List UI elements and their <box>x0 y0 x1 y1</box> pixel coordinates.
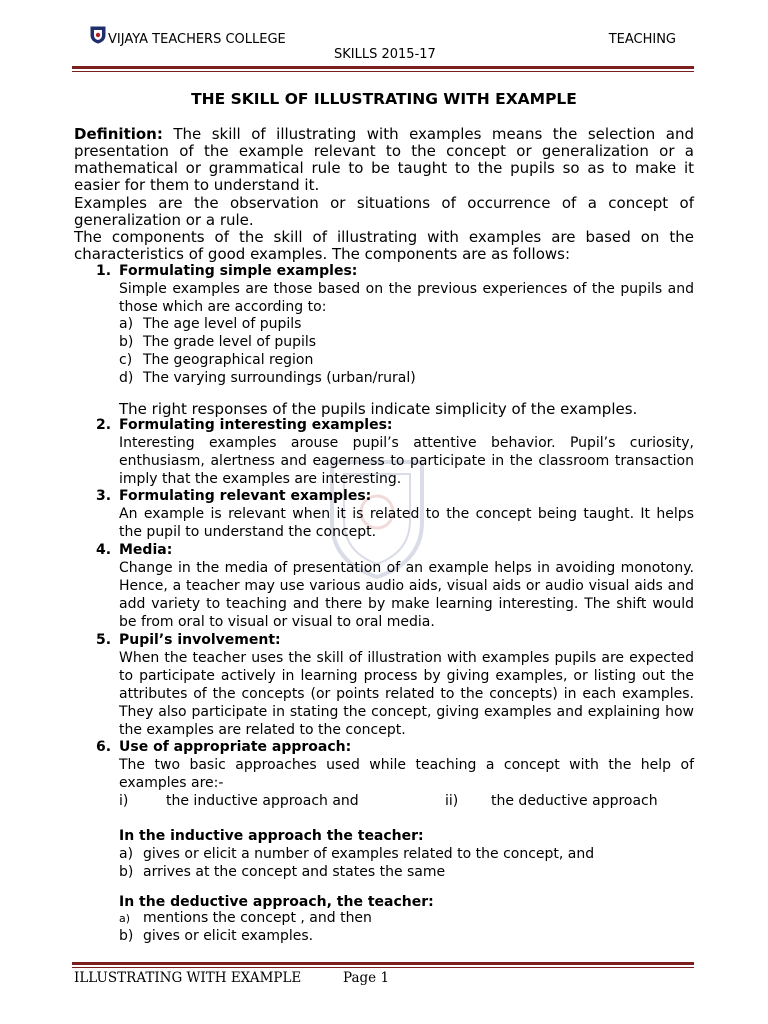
approach-label: ii) <box>445 793 459 809</box>
list-text: The age level of pupils <box>143 316 302 332</box>
item-after-text: The right responses of the pupils indicate simplicity of the examples. <box>119 400 638 418</box>
item-heading: Formulating interesting examples: <box>119 417 393 433</box>
list-label: b) <box>119 864 134 880</box>
item-text: The two basic approaches used while teaching a concept with the help of examples are:- <box>119 757 694 791</box>
header-teaching: TEACHING <box>608 32 676 47</box>
inductive-heading: In the inductive approach the teacher: <box>119 828 424 844</box>
item-number: 3. <box>96 488 112 504</box>
list-label: b) <box>119 928 134 944</box>
list-text: mentions the concept , and then <box>143 910 372 926</box>
college-crest-icon <box>90 26 106 44</box>
list-item <box>119 845 594 863</box>
item-heading: Media: <box>119 542 173 558</box>
definition-paragraph <box>74 126 694 194</box>
simple-examples-list <box>119 315 416 387</box>
approach-text: the deductive approach <box>491 793 658 809</box>
list-text: The grade level of pupils <box>143 334 317 350</box>
list-item <box>119 369 416 387</box>
approach-label: i) <box>119 793 129 809</box>
list-text: gives or elicit a number of examples related to the concept, and <box>143 846 595 862</box>
item-number: 1. <box>96 263 112 279</box>
item-number: 5. <box>96 632 112 648</box>
deductive-list <box>119 909 372 945</box>
item-number: 2. <box>96 417 112 433</box>
page-number: Page 1 <box>343 970 390 986</box>
approach-text: the inductive approach and <box>166 793 359 809</box>
examples-paragraph: Examples are the observation or situations of occurrence of a concept of generalization or a rule. <box>74 194 694 229</box>
footer-rule-thick <box>72 962 694 965</box>
document-title: THE SKILL OF ILLUSTRATING WITH EXAMPLE <box>191 90 577 108</box>
footer-rule-thin <box>72 967 694 968</box>
inductive-list <box>119 845 594 881</box>
list-item <box>119 863 594 881</box>
header-rule-thin <box>72 71 694 72</box>
item-heading: Use of appropriate approach: <box>119 739 352 755</box>
list-item <box>119 927 372 945</box>
header-rule-thick <box>72 66 694 69</box>
item-heading: Formulating relevant examples: <box>119 488 372 504</box>
item-text: Change in the media of presentation of an example helps in avoiding monotony. Hence, a teacher may use various audio aids, visual aids or audio visual aids and add variety to teaching and there by make learning interesting. The shift would be from oral to visual or visual to oral media. <box>119 560 694 630</box>
footer-title: ILLUSTRATING WITH EXAMPLE <box>74 970 302 986</box>
list-label: a) <box>119 846 134 862</box>
list-item <box>119 333 416 351</box>
list-label: a) <box>119 912 131 925</box>
item-number: 6. <box>96 739 112 755</box>
components-paragraph: The components of the skill of illustrating with examples are based on the characteristics of good examples. The components are as follows: <box>74 228 694 263</box>
header-college-name: VIJAYA TEACHERS COLLEGE <box>108 32 286 47</box>
list-label: d) <box>119 370 134 386</box>
deductive-heading: In the deductive approach, the teacher: <box>119 894 434 910</box>
list-text: arrives at the concept and states the same <box>143 864 446 880</box>
item-text: Interesting examples arouse pupil’s attentive behavior. Pupil’s curiosity, enthusiasm, alertness and eagerness to participate in the classroom transaction imply that the examples are interesting. <box>119 435 694 487</box>
list-item <box>119 351 416 369</box>
item-heading: Pupil’s involvement: <box>119 632 281 648</box>
item-text: When the teacher uses the skill of illustration with examples pupils are expected to participate actively in learning process by giving examples, or listing out the attributes of the concepts (or points related to the concepts) in each examples. They also participate in stating the concept, giving examples and explaining how the examples are related to the concept. <box>119 650 694 738</box>
list-item <box>119 315 416 333</box>
list-text: The geographical region <box>143 352 314 368</box>
header-skills-year: SKILLS 2015-17 <box>334 47 436 62</box>
list-label: a) <box>119 316 134 332</box>
definition-label: Definition: <box>74 125 163 143</box>
list-label: b) <box>119 334 134 350</box>
item-text: Simple examples are those based on the previous experiences of the pupils and those which are according to: <box>119 281 694 315</box>
item-text: An example is relevant when it is related to the concept being taught. It helps the pupil to understand the concept. <box>119 506 694 540</box>
list-label: c) <box>119 352 133 368</box>
item-number: 4. <box>96 542 112 558</box>
definition-text: The skill of illustrating with examples means the selection and presentation of the example relevant to the concept or generalization or a mathematical or grammatical rule to be taught to the pupils so as to make it easier for them to understand it. <box>74 125 694 194</box>
list-text: gives or elicit examples. <box>143 928 314 944</box>
list-text: The varying surroundings (urban/rural) <box>143 370 416 386</box>
list-item <box>119 909 372 927</box>
item-heading: Formulating simple examples: <box>119 263 358 279</box>
